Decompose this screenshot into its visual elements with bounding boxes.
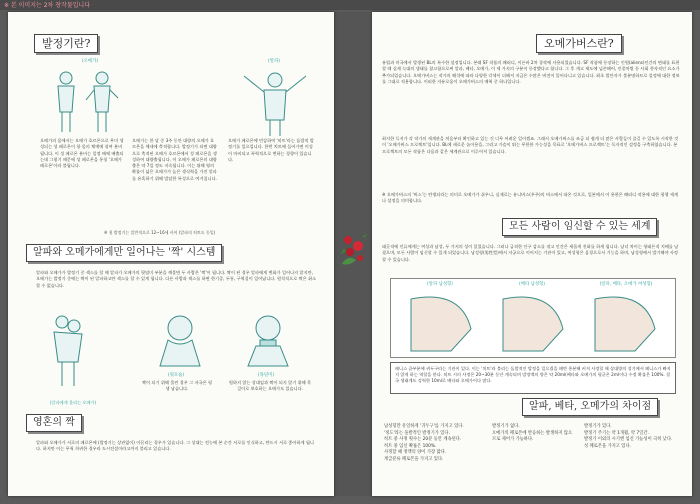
pregnancy-paragraph: 태곳적에 인류에게는 여성과 남성, 두 가지의 성이 있었습니다. 그러나 급격한 인구 감소를 겪고 인간은 새롭게 진화를 하게 됩니다. 남녀 차이는 형태론적 지배를 남겼으며, 모든 사람이 임신할 수 있게 되었습니다. 남성형(男性型)에서 자궁으로 이어지는 기관이 있고, 여성형은 음경으로서 기능을 하며, 남성형에서 발기해야 사정할 수 있습니다. [382,244,679,262]
heading-everyone-pregnant: 모든 사람이 임신할 수 있는 세계 [502,218,657,236]
omega-trait-3: 발정기 이외의 시기엔 임신 가능성이 극히 낮다. [584,437,673,442]
fig-label-beta-male: (베타 남성형) [518,282,546,287]
anatomy-illustration [391,289,675,355]
alpha-trait-4: 히트 중 임신 확률은 100%. [384,443,437,449]
heading-heat-period: 발정기란? [34,34,98,53]
beta-trait-2: 오메가의 페로몬에 반응하는 발생하지 않으므로 제어가 가능하다. [492,430,573,442]
omega-trait-4: 성 페로몬을 가지고 있다. [584,443,631,449]
left-page [8,12,334,496]
heat-column-2: 오메가는 한 달 중 3주 동안 대량의 오메가 호르몬을 체내에 축적합니다. 발정기가 되면 대량으로 축적된 오메가 호르몬에서 성 페로몬을 생성하여 대량출됩니다. 이 오메가 페로몬의 대량출은 약 7일 정도 지속됩니다. 이는 튀해 영의 확률이 넓은 오메가가 높은 생식력을 가진 알파를 유혹하기 위해 발달한 특성으로 여겨집니다. [132,138,217,181]
omegaverse-paragraph-1: 유럽과 미국에서 발생된 BL의 특수한 설정입니다. 본래 SF 작품의 패러디, 이른바 2차 창작에 사용되었습니다. SF 작품에 등장하는 인원(aliens)인간의 면태를 표현할 때 실제 늑대의 생태를 참고함으로써 알파, 베타, 오메가, 이 세 가지의 구분이 등장했다고 합니다. 그 후 개고 제도에 넘존해어, 인종차별 등 사회 풍자적인 요소가 추가되었습니다. 오메가버스는 작가의 해석에 따라 다양한 각색이 더해져 지금은 수많은 버전이 뜰어다니고 있습니다. 최초 발안자가 불분명하므로 설정에 대한 정보를 그대로 적용합니다. 이러한 자유로움이 오메가버스의 매력 중 하나입니다. [382,60,680,84]
neck-guard-illustration [238,312,298,368]
heat-column-1: 오메가의 몸에서는 오메가 호르몬으로 무미 생성되는 성 페로몬이 항 몸의 체액에 섞여 분비됩니다. 이 성 페로몬 분비는 일정 때에 배출되는데 그렇기 때문에 성 페로몬을 통칭 '오메가 페로몬'이라 불립니다. [40,138,124,169]
anatomy-note: 페니스 끝부분에 귀두구라는 기관이 있다. 이는 '치트'라 불리는 돌발적인 발정을 일으켰을 때만 흥분해 커져 사정할 때 상대방의 성기에서 페니스가 빠지지 않게 하는 역할을 한다. 히트 시의 사정은 20~30분 동안 계속되며 발정액의 양은 약 20ml(베타와 오메가의 평균은 2ml이다 수정 확률은 100%. 결국 생태계도 강력한 10ml로 베타와 오메가이다 많다. [390,362,676,394]
soulmate-paragraph: 알파와 오메가가 서로의 페로몬에 (발정기는 상관없이) 이끌리는 경우가 있습니다. 그 상대는 전능에 본 순간 서로를 인식하고, 만드시 서로 좋아하게 됩니다. 하지만 이는 무척 희귀한 경우라 도시전설이라고까지 불리고 있습니다. [36,440,314,452]
neck-caption: (목덜미) [257,373,275,378]
top-bar [0,0,700,10]
alpha-trait-1: 남성형만 유일하게 '귀두구'를 가지고 있다. [384,424,464,429]
heading-differences: 알파, 베타, 오메가의 차이점 [522,398,658,416]
alpha-label: (알파) [268,59,280,64]
pair-paragraph: 알파와 오메가가 발정기 중 섹스를 할 때 알파가 오메가의 뒷덜미 부분을 깨물면 두 사람은 '짝'이 됩니다. 짝이 된 경우 알파에게 변화가 일어나지 않지만, 오메가는 발정기 중에는 짝이 된 알파하고만 섹스를 할 수 있게 됩니다. 다른 사람과 섹스를 하면 한기증, 두통, 구역질이 일어납니다. 원칙적으로 짝은 취소할 수 없습니다. [36,270,317,288]
alpha-trait-6: 계급분류 페로몬을 가지고 있다. [384,456,444,462]
heading-pair-system: 알파와 오메가에게만 일어나는 '짝' 시스템 [26,244,222,262]
bite-caption: (알파에게 물리는 오메가) [49,400,97,405]
alpha-trait-2: '정도'라는 돌발적인 발정기가 있다. [384,430,450,436]
alpha-trait-list [384,424,480,463]
heading-soulmate: 영혼의 짝 [26,414,82,432]
heading-omegaverse: 오메가버스란? [536,34,622,53]
neck-text: 원하지 않는 상대임과 짝이 되지 않기 위해 목걸이로 보호하는 오메가도 있습니다. [228,380,312,392]
back-view-caption: (뒷모습) [167,373,185,378]
omega-label: (오메가) [81,59,99,64]
heat-column-3: 오메가 페로몬에 민감하여 '히트'라는 돌발적 발정기를 일으킵니다. 한번 치트에 들어가면 이성이 마비되고 폭력적으로 변하는 경향이 있습니다. [228,138,314,162]
fig-label-alpha-male: (알파 남성형) [426,282,454,287]
watermark-text: ※ 본 이미지는 2차 창작물입니다 [4,2,91,9]
omegaverse-paragraph-2: 최저한 득저가 각 작가의 세계관을 처음부터 확인하고 있는 건 너무 어려운 일이겠죠. 그래서 오메가버스를 조금 더 쉽게 더 많은 사람들이 즐길 수 있도록 시작한 것이 '오메가버스 프로젝트'입니다. BL에 새로운 놀이용을, 그리고 가슴이 뛰는 무한한 가능성을 목표로 '오메가버스 프로젝트'는 독자적인 설정을 구축하였습니다. 본 프로젝트의 모든 작품은 다음과 같은 세계관으로 이루어져 있습니다. [382,136,679,154]
anatomy-figure [390,278,676,358]
heat-footnote: ※ 첫 발정기는 일반적으로 12~16세 사이 (알파의 히트도 동일) [104,230,216,235]
alpha-trait-5: 사정할 때 정액의 양이 가장 많다. [384,450,447,455]
alpha-trait-3: 히트 중 사정 횟수는 20분 동안 계속된다. [384,437,462,442]
bite-illustration [42,312,102,388]
omega-trait-1: 발정기가 있다. [584,424,612,429]
right-page [372,12,692,496]
alpha-figure-illustration [230,66,320,138]
omega-trait-2: 발정기 주기는 약 1개월, 약 7일간. [584,430,649,436]
fig-label-female: (알파, 베타, 오메가 여성형) [599,282,653,287]
omega-figures-illustration [38,68,138,136]
back-view-illustration [150,312,210,368]
omegaverse-note: ※ 오메가버스의 '버스'는 탄생되라는 의미로 오메가가 쉬우니, 실제로는 유니버스(우주)의 버스에서 따온 것으로, 일본에서 이 용편은 패러디 작용에 대한 평행 세계나 설정을 의미합니다. [382,192,678,204]
beta-trait-1: 발정기가 없다. [492,424,520,429]
beta-trait-list [492,424,576,444]
leaf-decoration-icon [338,250,370,270]
back-view-text: 짝이 되기 위해 물린 경우 그 자국은 평생 남습니다. [142,380,212,392]
omega-trait-list [584,424,684,450]
